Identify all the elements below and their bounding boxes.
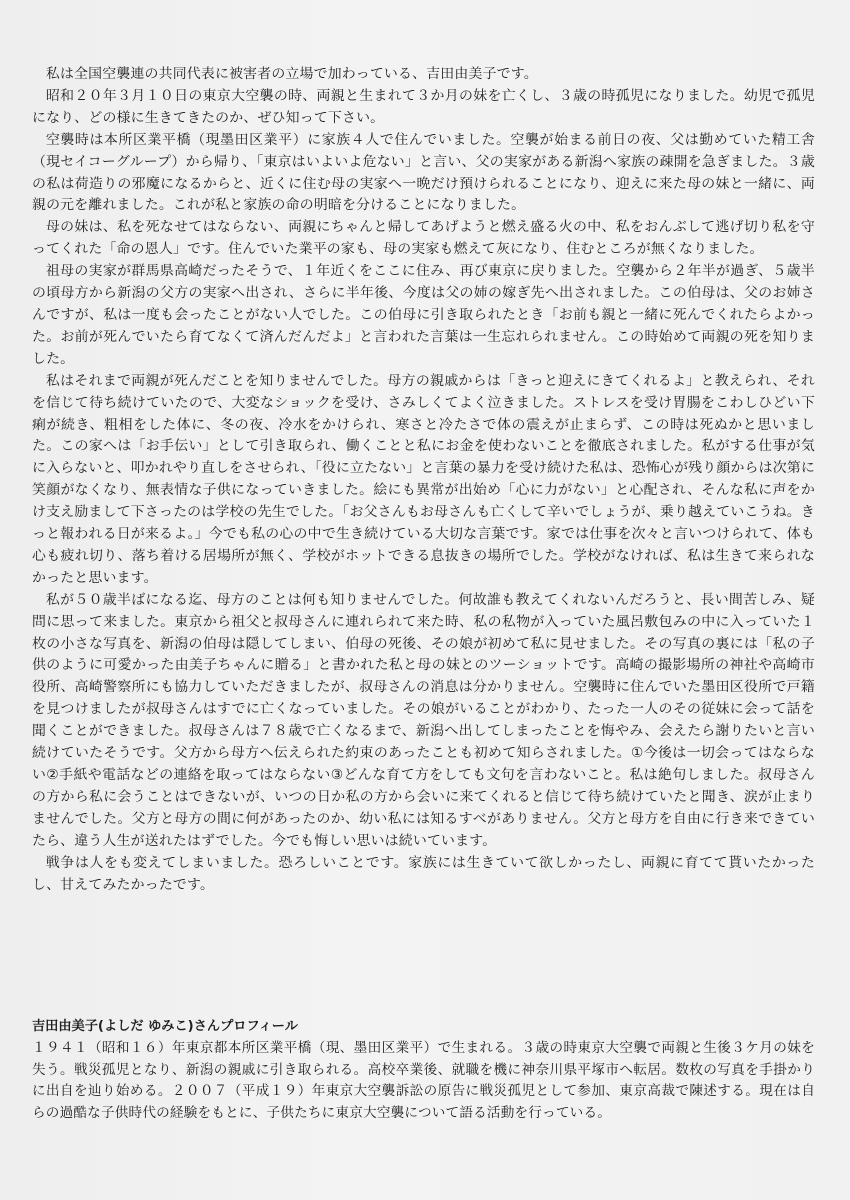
paragraph-takasaki-niigata: 祖母の実家が群馬県高崎だったそうで、１年近くをここに住み、再び東京に戻りました。空襲から２年半が過ぎ、５歳半の頃母方から新潟の父方の実家へ出され、さらに半年後、今度は父の姉の嫁ぎ先へ出されました。この伯母は、父のお姉さんですが、私は一度も会ったことがない人でした。この伯母に引き取られたとき「お前も親と一緒に死んでくれたらよかった。お前が死んでいたら育てなくて済んだんだよ」と言われた言葉は一生忘れられません。この時始めて両親の死を知りました。 [32,263,815,367]
paragraph-aunt-savior: 母の妹は、私を死なせてはならない、両親にちゃんと帰してあげようと燃え盛る火の中、私をおんぶして逃げ切り私を守ってくれた「命の恩人」です。住んでいた業平の家も、母の実家も燃えて灰になり、住むところが無くなりました。 [32,219,815,258]
profile-section [32,1016,815,1125]
profile-heading: 吉田由美子(よしだ ゆみこ)さんプロフィール [32,1019,298,1034]
paragraph-closing: 戦争は人をも変えてしまいました。恐ろしいことです。家族には生きていて欲しかったし、両親に育てて貰いたかったし、甘えてみたかったです。 [32,854,815,893]
paragraph-night-before-raid: 空襲時は本所区業平橋（現墨田区業平）に家族４人で住んでいました。空襲が始まる前日の夜、父は勤めていた精工舎（現セイコーグループ）から帰り、「東京はいよいよ危ない」と言い、父の実家がある新潟へ家族の疎開を急ぎました。３歳の私は荷造りの邪魔になるからと、近くに住む母の実家へ一晩だけ預けられることになり、迎えに来た母の妹と一緒に、両親の元を離れました。これが私と家族の命の明暗を分けることになりました。 [32,131,815,214]
paragraph-search-for-family: 私が５０歳半ばになる迄、母方のことは何も知りませんでした。何故誰も教えてくれないんだろうと、長い間苦しみ、疑問に思って来ました。東京から祖父と叔母さんに連れられて来た時、私の私物が入っていた風呂敷包みの中に入っていた１枚の小さな写真を、新潟の伯母は隠してしまい、伯母の死後、その娘が初めて私に見せました。その写真の裏には「私の子供のように可愛かった由美子ちゃんに贈る」と書かれた私と母の妹とのツーショットです。高崎の撮影場所の神社や高崎市役所、高崎警察所にも協力していただきましたが、叔母さんの消息は分かりません。空襲時に住んでいた墨田区役所で戸籍を見つけましたが叔母さんはすでに亡くなっていました。その娘がいることがわかり、たった一人のその従妹に会って話を聞くことができました。叔母さんは７８歳で亡くなるまで、新潟へ出してしまったことを悔やみ、会えたら謝りたいと言い続けていたそうです。父方から母方へ伝えられた約束のあったことも初めて知らされました。①今後は一切会ってはならない②手紙や電話などの連絡を取ってはならない③どんな育て方をしても文句を言わないこと。私は絶句しました。叔母さんの方から私に会うことはできないが、いつの日か私の方から会いに来てくれると信じて待ち続けていたと聞き、涙が止まりませんでした。父方と母方の間に何があったのか、幼い私には知るすべがありません。父方と母方を自由に行き来できていたら、違う人生が送れたはずでした。今でも悔しい思いは続いています。 [32,591,815,849]
paragraph-introduction: 私は全国空襲連の共同代表に被害者の立場で加わっている、吉田由美子です。 [45,66,538,82]
testimony-text [32,64,815,896]
paragraph-orphaned: 昭和２０年３月１０日の東京大空襲の時、両親と生まれて３か月の妹を亡くし、３歳の時孤児になりました。幼児で孤児になり、どの様に生きてきたのか、ぜひ知って下さい。 [32,87,815,126]
profile-body: １９４１（昭和１６）年東京都本所区業平橋（現、墨田区業平）で生まれる。３歳の時東京大空襲で両親と生後３ケ月の妹を失う。戦災孤児となり、新潟の親戚に引き取られる。高校卒業後、就職を機に神奈川県平塚市へ転居。数枚の写真を手掛かりに出自を辿り始める。２００７（平成１９）年東京大空襲訴訟の原告に戦災孤児として参加、東京高裁で陳述する。現在は自らの過酷な子供時代の経験をもとに、子供たちに東京大空襲について語る活動を行っている。 [32,1039,815,1122]
paragraph-childhood-hardship: 私はそれまで両親が死んだことを知りませんでした。母方の親戚からは「きっと迎えにきてくれるよ」と教えられ、それを信じて待ち続けていたので、大変なショックを受け、さみしくてよく泣きました。ストレスを受け胃腸をこわしひどい下痢が続き、粗相をした体に、冬の夜、冷水をかけられ、寒さと冷たさで体の震えが止まらず、この時は死ぬかと思いました。この家へは「お手伝い」として引き取られ、働くことと私にお金を使わないことを徹底されました。私がする仕事が気に入らないと、叩かれやり直しをさせられ、「役に立たない」と言葉の暴力を受け続けた私は、恐怖心が残り顔からは次第に笑顔がなくなり、無表情な子供になっていきました。絵にも異常が出始め「心に力がない」と心配され、そんな私に声をかけ支え励まして下さったのは学校の先生でした。「お父さんもお母さんも亡くして辛いでしょうが、乗り越えていこうね。きっと報われる日が来るよ。」今でも私の心の中で生き続けている大切な言葉です。家では仕事を次々と言いつけられて、体も心も疲れ切り、落ち着ける居場所が無く、学校がホットできる息抜きの場所でした。学校がなければ、私は生きて来られなかったと思います。 [32,372,815,586]
